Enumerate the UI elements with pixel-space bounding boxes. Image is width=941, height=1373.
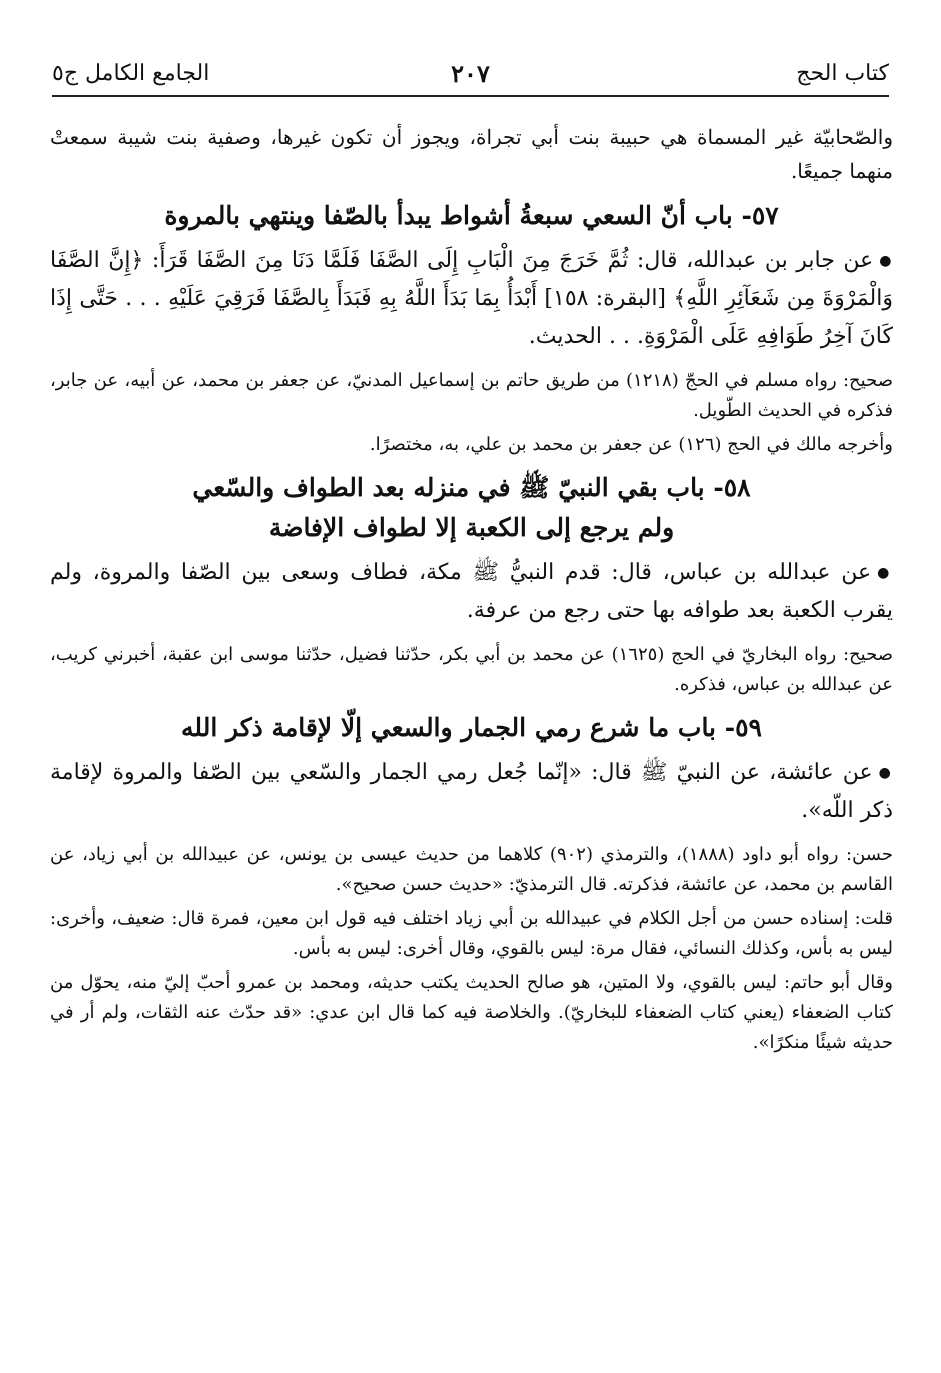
section-59-heading: ٥٩- باب ما شرع رمي الجمار والسعي إلّا لإقامة ذكر الله xyxy=(181,713,762,742)
section-59-note-2: قلت: إسناده حسن من أجل الكلام في عبيدالله بن أبي زياد اختلف فيه قول ابن معين، فمرة قال: ضعيف، وأخرى: ليس به بأس، وكذلك النسائي، فقال مرة: ليس بالقوي، وقال أخرى: ليس به بأس. xyxy=(50,908,893,959)
section-59-note-3: وقال أبو حاتم: ليس بالقوي، ولا المتين، هو صالح الحديث يكتب حديثه، ومحمد بن عمرو أحبّ إليّ منه، يحوّل من كتاب الضعفاء (يعني كتاب الضعفاء للبخاريّ). والخلاصة فيه كما قال ابن عدي: «قد حدّث عنه الثقات، ولم أر في حديثه شيئًا منكرًا». xyxy=(50,972,893,1053)
section-59-hadith-text: عن عائشة، عن النبيّ ﷺ قال: «إنّما جُعل رمي الجمار والسّعي بين الصّفا والمروة لإقامة ذكر اللّه». xyxy=(50,760,893,823)
running-header xyxy=(52,58,889,98)
bullet-icon: ● xyxy=(877,565,893,581)
section-58-hadith-text: عن عبدالله بن عباس، قال: قدم النبيُّ ﷺ مكة، فطاف وسعى بين الصّفا والمروة، ولم يقرب الكعبة بعد طوافه بها حتى رجع من عرفة. xyxy=(50,560,893,623)
book-title: الجامع الكامل ج٥ xyxy=(52,61,210,86)
section-59-note-1: حسن: رواه أبو داود (١٨٨٨)، والترمذي (٩٠٢) كلاهما من حديث عيسى بن يونس، عن عبيدالله بن أبي زياد، عن القاسم بن محمد، عن عائشة، فذكرته. قال الترمذيّ: «حديث حسن صحيح». xyxy=(50,844,893,895)
section-59-hadith xyxy=(50,754,893,830)
section-57-note-1: صحيح: رواه مسلم في الحجّ (١٢١٨) من طريق حاتم بن إسماعيل المدنيّ، عن جعفر بن محمد، عن أبيه، عن جابر، فذكره في الحديث الطّويل. xyxy=(50,370,893,421)
section-57-note-2: وأخرجه مالك في الحج (١٢٦) عن جعفر بن محمد بن علي، به، مختصرًا. xyxy=(369,434,893,455)
page-number: ٢٠٧ xyxy=(451,59,490,88)
section-58-heading-line-2: ولم يرجع إلى الكعبة إلا لطواف الإفاضة xyxy=(268,513,675,542)
section-58-note-1: صحيح: رواه البخاريّ في الحج (١٦٢٥) عن محمد بن أبي بكر، حدّثنا فضيل، حدّثنا موسى ابن عقبة، أخبرني كريب، عن عبدالله بن عباس، فذكره. xyxy=(50,644,893,695)
section-57-hadith-text: عن جابر بن عبدالله، قال: ثُمَّ خَرَجَ مِنَ الْبَابِ إِلَى الصَّفَا فَلَمَّا دَنَا مِنَ الصَّفَا قَرَأَ: ﴿إِنَّ الصَّفَا وَالْمَرْوَةَ مِن شَعَآئِرِ اللَّهِ﴾ [البقرة: ١٥٨] أَبْدَأُ بِمَا بَدَأَ اللَّهُ بِهِ فَبَدَأَ بِالصَّفَا فَرَقِيَ عَلَيْهِ . . . حَتَّى إِذَا كَانَ آخِرُ طَوَافِهِ عَلَى الْمَرْوَةِ. . . الحديث. xyxy=(50,248,893,349)
chapter-title: كتاب الحج xyxy=(796,61,889,86)
section-58-hadith xyxy=(50,554,893,630)
section-57-heading: ٥٧- باب أنّ السعي سبعةُ أشواط يبدأ بالصّفا وينتهي بالمروة xyxy=(164,201,779,230)
intro-paragraph: والصّحابيّة غير المسماة هي حبيبة بنت أبي تجراة، ويجوز أن تكون غيرها، وصفية بنت شيبة سمعتْ منهما جميعًا. xyxy=(50,125,893,183)
section-57-hadith xyxy=(50,242,893,356)
section-58-heading-line-1: ٥٨- باب بقي النبيّ ﷺ في منزله بعد الطواف والسّعي xyxy=(192,473,751,502)
bullet-icon: ● xyxy=(879,253,894,269)
page-body xyxy=(50,120,893,1058)
header-rule xyxy=(52,95,889,97)
bullet-icon: ● xyxy=(878,765,894,781)
